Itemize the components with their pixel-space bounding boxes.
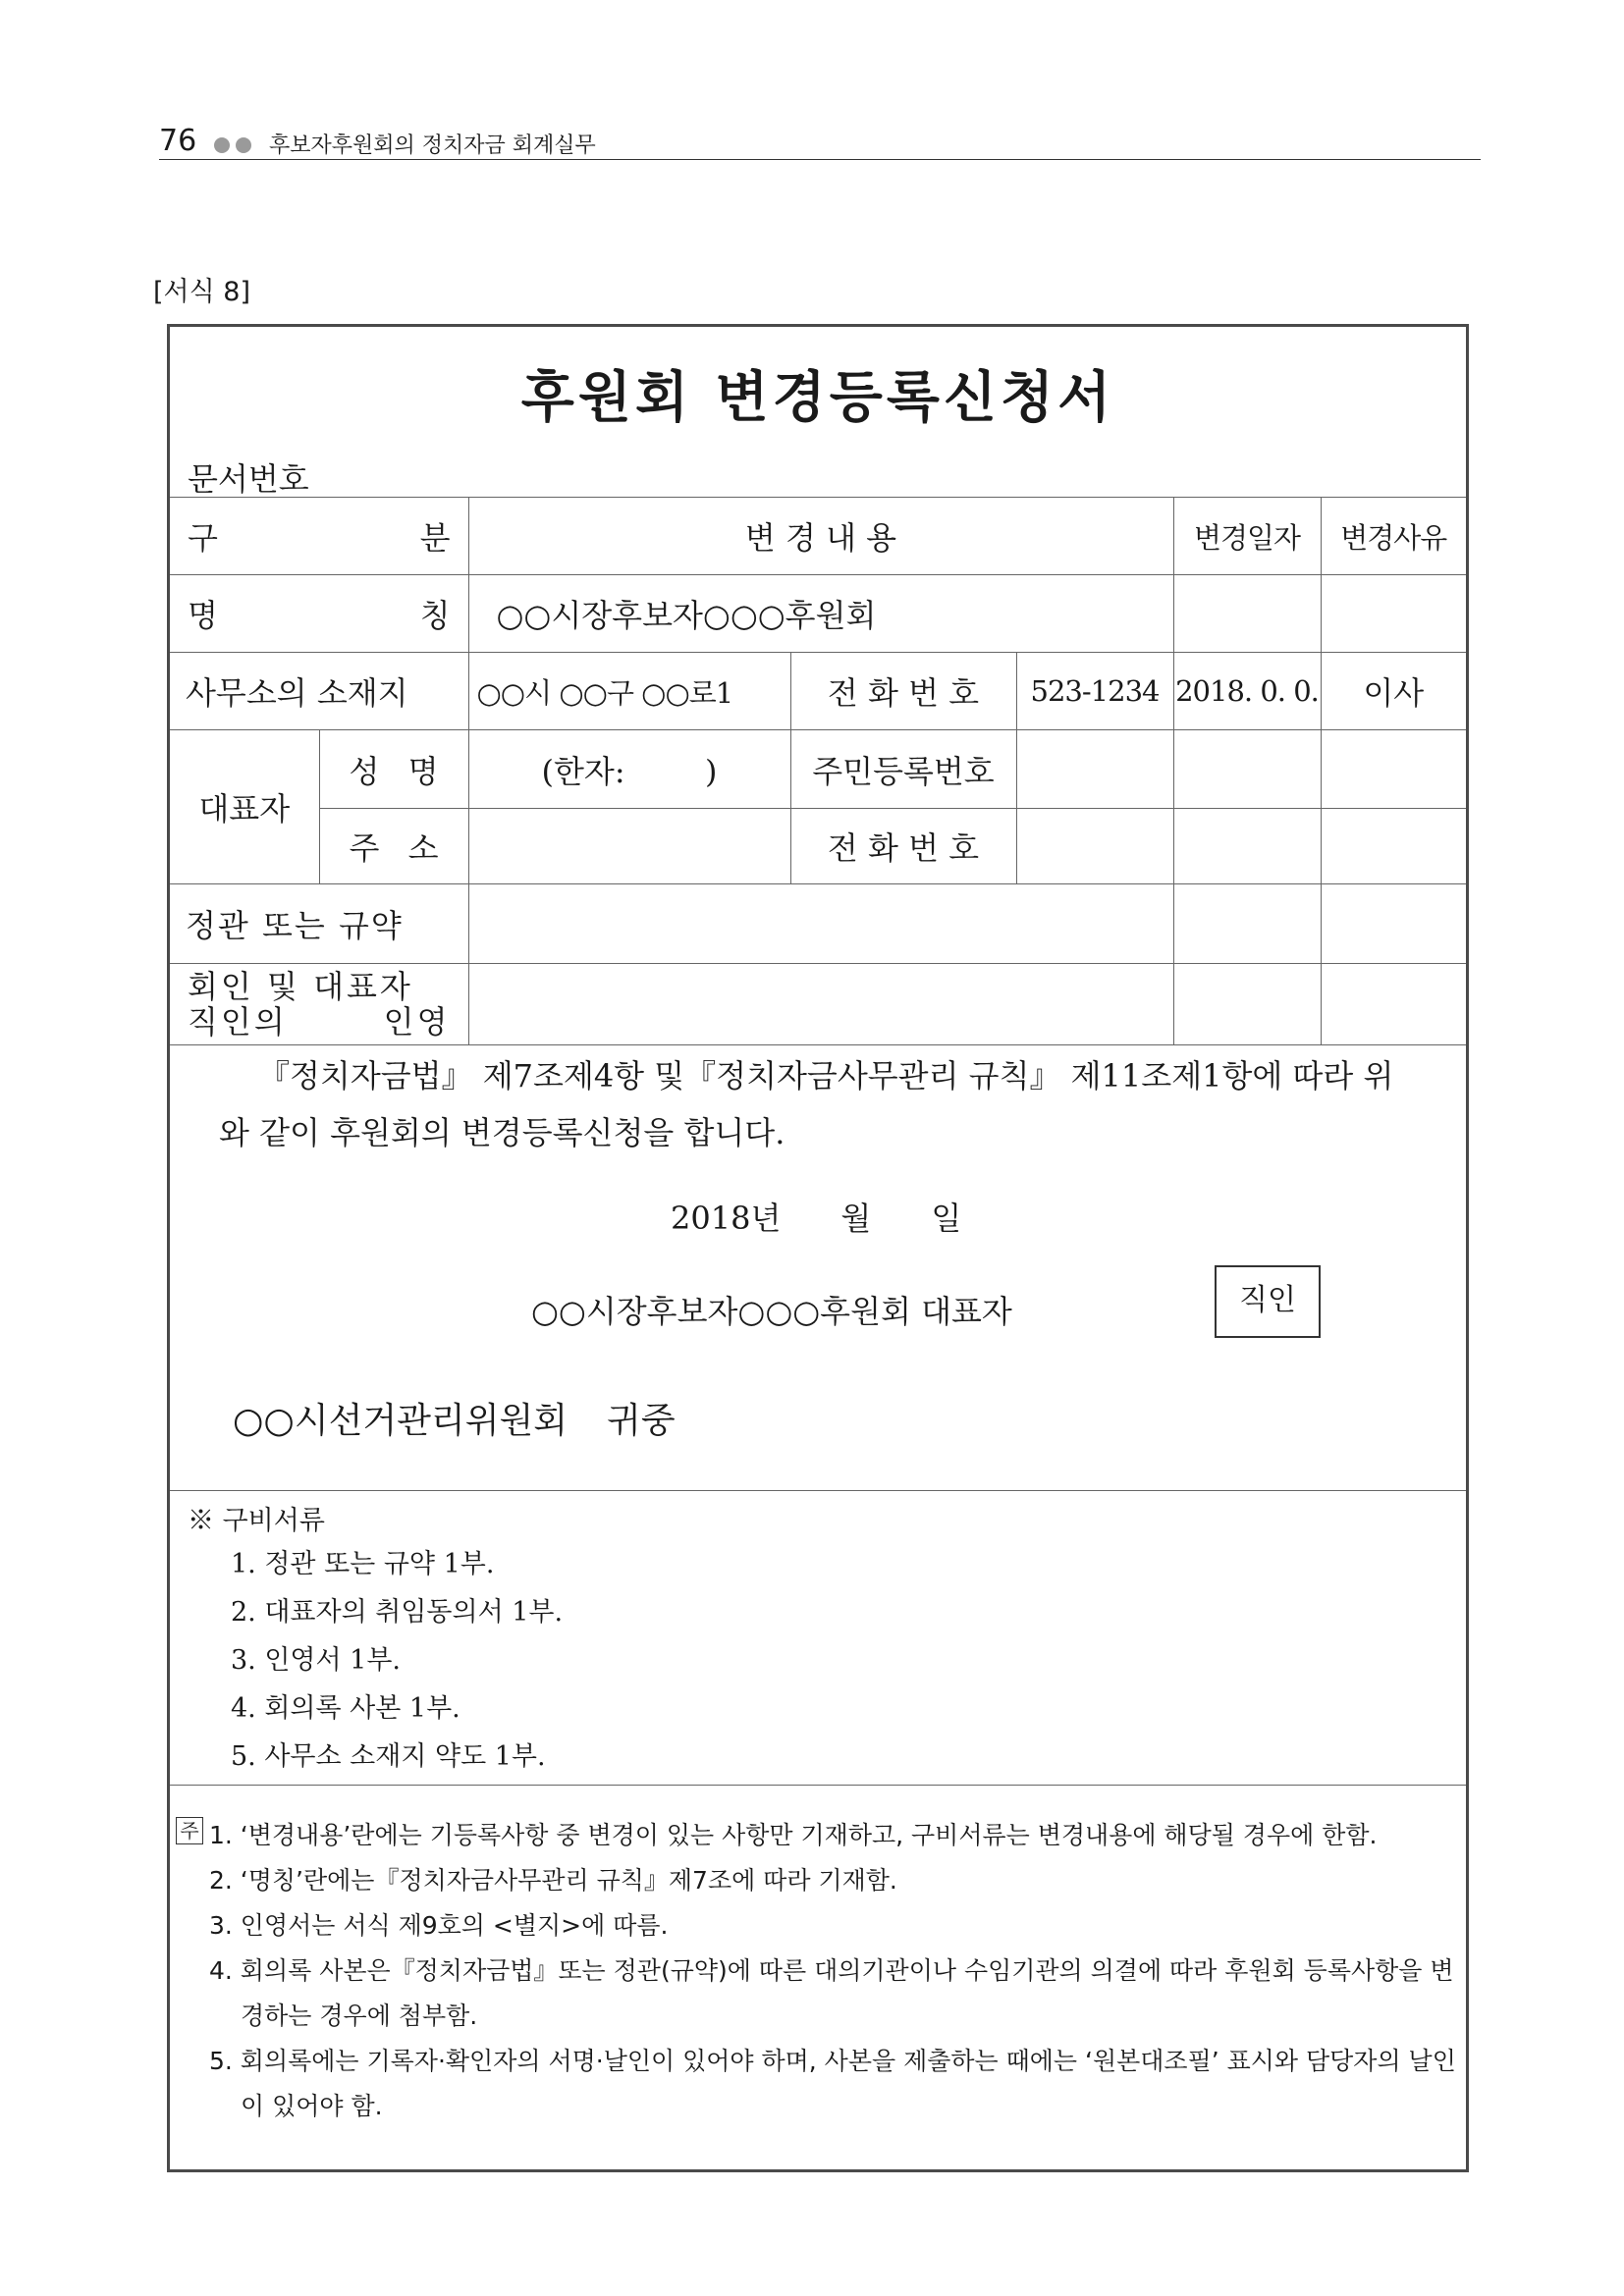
list-item: 2. 대표자의 취임동의서 1부. bbox=[231, 1597, 564, 1628]
header-dots-icon bbox=[214, 137, 257, 157]
note-mark-icon: 주 bbox=[176, 1817, 203, 1844]
office-label: 사무소의 소재지 bbox=[170, 653, 468, 730]
seal-label: 회인 및 대표자 직인의 인영 bbox=[170, 964, 468, 1045]
list-item: 2. ‘명칭’란에는『정치자금사무관리 규칙』제7조에 따라 기재함. bbox=[209, 1866, 897, 1895]
seal-row bbox=[170, 964, 1466, 1045]
gubun-header: 구 분 bbox=[170, 498, 468, 575]
application-date: 2018년 월 일 bbox=[671, 1200, 962, 1237]
recipient-suffix: 귀중 bbox=[607, 1401, 676, 1441]
change-content-header: 변 경 내 용 bbox=[468, 498, 1173, 575]
list-item: 4. 회의록 사본 1부. bbox=[231, 1693, 460, 1724]
office-address[interactable]: ○○시 ○○구 ○○로1 bbox=[468, 653, 790, 730]
office-change-reason[interactable]: 이사 bbox=[1321, 653, 1466, 730]
rep-name-value[interactable]: (한자: ) bbox=[468, 730, 790, 809]
office-phone-label: 전 화 번 호 bbox=[790, 653, 1016, 730]
page-number: 76 bbox=[159, 124, 197, 158]
applicant-name: ○○시장후보자○○○후원회 대표자 bbox=[531, 1293, 1012, 1330]
seal-change-date[interactable] bbox=[1173, 964, 1321, 1045]
change-reason-header: 변경사유 bbox=[1321, 498, 1466, 575]
application-form bbox=[167, 324, 1469, 2172]
notes-list bbox=[209, 1813, 1456, 2129]
statement-line-1: 『정치자금법』 제7조제4항 및『정치자금사무관리 규칙』 제11조제1항에 따라 위 bbox=[258, 1057, 1394, 1095]
bylaws-change-reason[interactable] bbox=[1321, 884, 1466, 964]
bylaws-value[interactable] bbox=[468, 884, 1173, 964]
seal-change-reason[interactable] bbox=[1321, 964, 1466, 1045]
notes-section bbox=[170, 1785, 1466, 2169]
list-item: 1. 정관 또는 규약 1부. bbox=[231, 1549, 495, 1579]
name-change-reason[interactable] bbox=[1321, 575, 1466, 653]
form-label: [서식 8] bbox=[153, 277, 250, 307]
recipient bbox=[233, 1393, 676, 1443]
name-label: 명 칭 bbox=[170, 575, 468, 653]
table-header-row bbox=[170, 498, 1466, 575]
change-table bbox=[170, 497, 1466, 1045]
official-seal-box: 직인 bbox=[1215, 1265, 1321, 1338]
statement-line-2: 와 같이 후원회의 변경등록신청을 합니다. bbox=[219, 1114, 785, 1151]
list-item: 5. 사무소 소재지 약도 1부. bbox=[231, 1741, 546, 1772]
required-docs-heading: ※ 구비서류 bbox=[188, 1506, 325, 1536]
rep-address-change-reason[interactable] bbox=[1321, 809, 1466, 884]
bylaws-change-date[interactable] bbox=[1173, 884, 1321, 964]
rep-address-label: 주 소 bbox=[319, 809, 468, 884]
form-title: 후원회 변경등록신청서 bbox=[520, 365, 1115, 430]
rep-address-value[interactable] bbox=[468, 809, 790, 884]
rep-phone-label: 전 화 번 호 bbox=[790, 809, 1016, 884]
recipient-name: ○○시선거관리위원회 bbox=[233, 1401, 568, 1441]
name-row bbox=[170, 575, 1466, 653]
rep-address-change-date[interactable] bbox=[1173, 809, 1321, 884]
office-change-date[interactable]: 2018. 0. 0. bbox=[1173, 653, 1321, 730]
office-row bbox=[170, 653, 1466, 730]
doc-number-label: 문서번호 bbox=[188, 460, 309, 498]
list-item: 5. 회의록에는 기록자·확인자의 서명·날인이 있어야 하며, 사본을 제출하는 때에는 ‘원본대조필’ 표시와 담당자의 날인이 있어야 함. bbox=[209, 2047, 1456, 2120]
rep-name-row bbox=[170, 730, 1466, 809]
change-date-header: 변경일자 bbox=[1173, 498, 1321, 575]
name-change-date[interactable] bbox=[1173, 575, 1321, 653]
rep-rrn-label: 주민등록번호 bbox=[790, 730, 1016, 809]
page-header bbox=[159, 122, 1481, 160]
rep-label: 대표자 bbox=[170, 730, 319, 884]
required-documents bbox=[170, 1490, 1466, 1786]
book-title: 후보자후원회의 정치자금 회계실무 bbox=[269, 133, 596, 158]
rep-change-date[interactable] bbox=[1173, 730, 1321, 809]
list-item: 3. 인영서 1부. bbox=[231, 1645, 402, 1676]
rep-phone-value[interactable] bbox=[1016, 809, 1173, 884]
list-item: 1. ‘변경내용’란에는 기등록사항 중 변경이 있는 사항만 기재하고, 구비서류는 변경내용에 해당될 경우에 한함. bbox=[209, 1821, 1378, 1849]
list-item: 3. 인영서는 서식 제9호의 <별지>에 따름. bbox=[209, 1911, 669, 1940]
list-item: 4. 회의록 사본은『정치자금법』또는 정관(규약)에 따른 대의기관이나 수임기관의 의결에 따라 후원회 등록사항을 변경하는 경우에 첨부함. bbox=[209, 1956, 1454, 2030]
bylaws-label: 정관 또는 규약 bbox=[170, 884, 468, 964]
rep-address-row bbox=[170, 809, 1466, 884]
seal-value[interactable] bbox=[468, 964, 1173, 1045]
rep-change-reason[interactable] bbox=[1321, 730, 1466, 809]
name-value[interactable]: ○○시장후보자○○○후원회 bbox=[468, 575, 1173, 653]
required-docs-list bbox=[231, 1540, 563, 1781]
rep-rrn-value[interactable] bbox=[1016, 730, 1173, 809]
rep-name-label: 성 명 bbox=[319, 730, 468, 809]
bylaws-row bbox=[170, 884, 1466, 964]
office-phone[interactable]: 523-1234 bbox=[1016, 653, 1173, 730]
